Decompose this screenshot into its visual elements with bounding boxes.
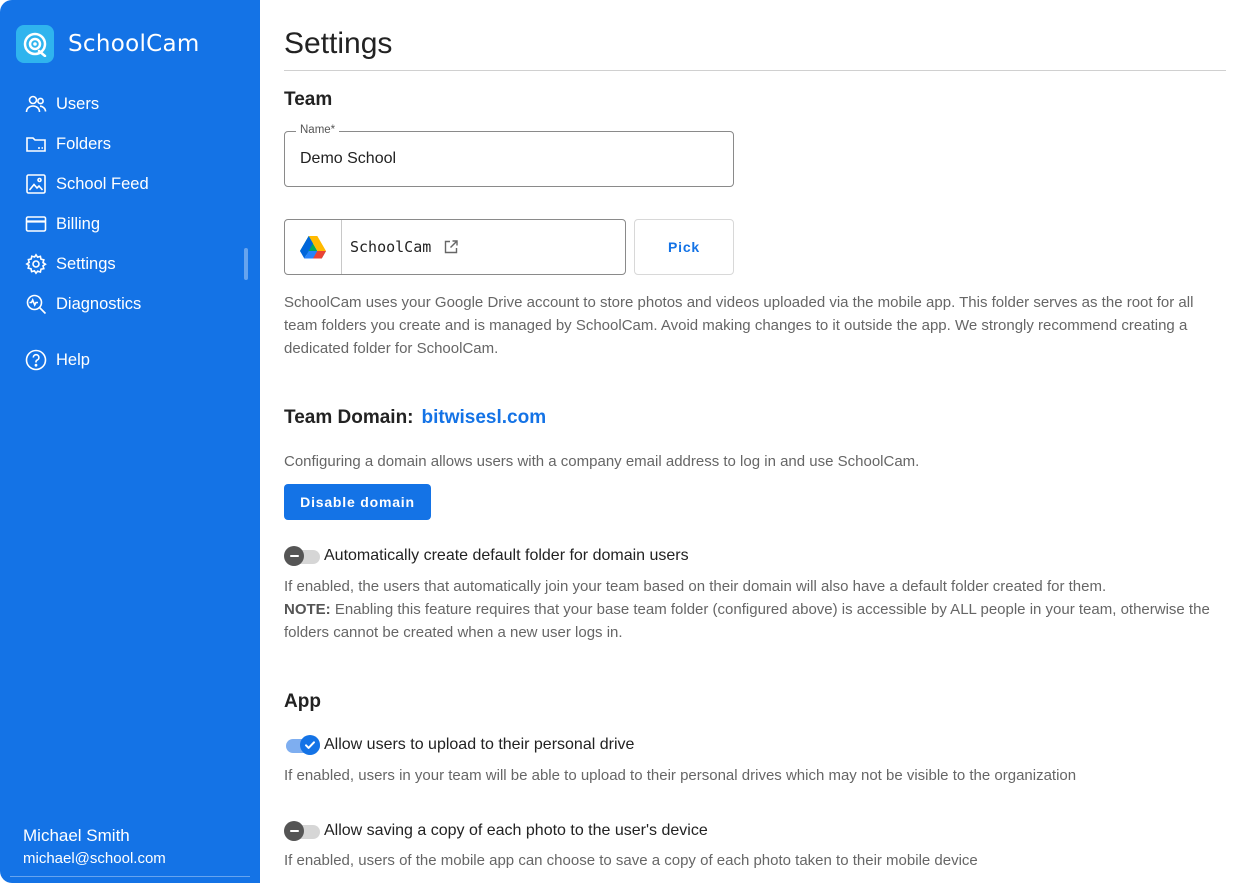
note-text: Enabling this feature requires that your base team folder (configured above) is accessible by ALL people in your team, otherwise the folders cannot be created when a new user logs in. [284,601,1210,641]
drive-description: SchoolCam uses your Google Drive account to store photos and videos uploaded via the mobile app. This folder serves as the root for all team folders you create and is managed by SchoolCam. Avoid making changes to it outside the app. We strongly recommend creating a dedicated folder for SchoolCam. [284,294,1194,357]
auto-folder-label: Automatically create default folder for domain users [324,547,689,564]
gear-icon [25,253,47,275]
personal-drive-toggle[interactable] [284,735,320,755]
auto-folder-description [284,575,1226,644]
note-label: NOTE: [284,601,331,618]
camera-logo-icon [16,25,54,63]
sidebar-item-folders[interactable] [0,124,260,164]
google-drive-icon [285,220,342,274]
sidebar-item-settings[interactable] [0,244,260,284]
sidebar-item-label: Diagnostics [56,294,142,313]
divider [10,876,250,877]
app-heading: App [284,691,321,712]
personal-drive-label: Allow users to upload to their personal drive [324,736,635,753]
drive-folder-name [342,220,459,274]
sidebar-item-label: School Feed [56,174,149,193]
save-copy-description: If enabled, users of the mobile app can choose to save a copy of each photo taken to their mobile device [284,852,978,869]
checkmark-icon [300,735,320,755]
help-icon [25,349,47,371]
domain-description: Configuring a domain allows users with a company email address to log in and use SchoolCam. [284,453,920,470]
auto-folder-toggle-row [284,546,689,566]
sidebar-item-label: Settings [56,254,116,273]
image-icon [25,173,47,195]
sidebar-nav [0,84,260,324]
divider [284,70,1226,71]
team-name-label: Name* [296,124,339,136]
team-name-input[interactable] [300,150,720,168]
auto-folder-description-text: If enabled, the users that automatically join your team based on their domain will also have a default folder created for them. [284,578,1107,595]
sidebar-item-help[interactable] [0,340,260,380]
sidebar [0,0,260,883]
team-heading: Team [284,89,333,110]
save-copy-toggle[interactable] [284,821,320,841]
team-domain-link[interactable]: bitwisesl.com [421,407,547,428]
disable-domain-button[interactable]: Disable domain [284,484,431,520]
save-copy-label: Allow saving a copy of each photo to the user's device [324,822,708,839]
team-name-field [284,124,734,187]
auto-folder-toggle[interactable] [284,546,320,566]
brand[interactable] [16,25,200,63]
current-user[interactable] [23,826,166,867]
sidebar-item-school-feed[interactable] [0,164,260,204]
sidebar-item-diagnostics[interactable] [0,284,260,324]
folder-icon [25,133,47,155]
toggle-off-icon [284,546,304,566]
diagnostics-icon [25,293,47,315]
brand-name: SchoolCam [68,31,200,57]
user-email: michael@school.com [23,850,166,867]
drive-folder-label: SchoolCam [350,238,432,256]
page-title: Settings [284,27,393,60]
sidebar-item-label: Users [56,94,100,113]
users-icon [25,93,47,115]
external-link-icon[interactable] [443,239,459,255]
sidebar-help-section [0,340,260,380]
drive-folder-field[interactable] [284,219,626,275]
pick-folder-button[interactable]: Pick [634,219,734,275]
sidebar-item-label: Folders [56,134,112,153]
toggle-off-icon [284,821,304,841]
personal-drive-description: If enabled, users in your team will be able to upload to their personal drives which may not be visible to the organization [284,767,1077,784]
user-name: Michael Smith [23,826,130,845]
team-domain-label: Team Domain: [284,407,414,428]
team-domain-heading [284,407,546,429]
save-copy-toggle-row [284,821,708,841]
sidebar-item-label: Help [56,350,90,369]
sidebar-item-users[interactable] [0,84,260,124]
sidebar-item-label: Billing [56,214,101,233]
credit-card-icon [25,213,47,235]
sidebar-item-billing[interactable] [0,204,260,244]
personal-drive-toggle-row [284,735,634,755]
